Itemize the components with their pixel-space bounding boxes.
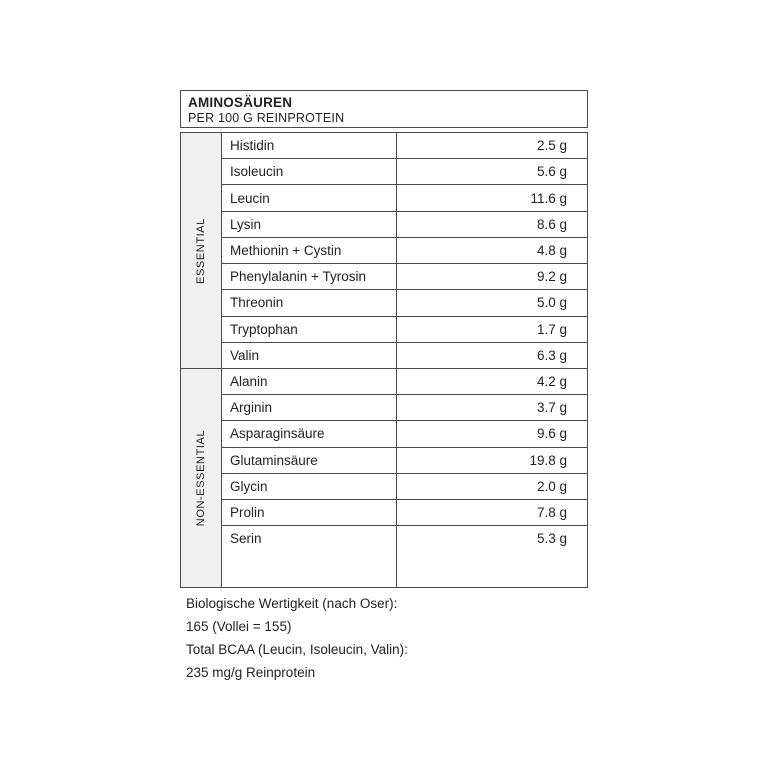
amino-value: 4.8 g xyxy=(536,242,567,258)
amino-value: 1.7 g xyxy=(536,321,567,337)
table-title: AMINOSÄUREN xyxy=(188,95,293,110)
footer-notes xyxy=(186,592,408,684)
table-row xyxy=(222,500,587,526)
amino-name: Prolin xyxy=(222,500,397,525)
section-label: ESSENTIAL xyxy=(195,217,208,284)
amino-name: Leucin xyxy=(222,185,397,210)
amino-name: Glutaminsäure xyxy=(222,448,397,473)
section-label-cell xyxy=(181,369,222,587)
amino-value: 2.0 g xyxy=(536,478,567,494)
section-rows xyxy=(222,133,587,368)
table-row xyxy=(222,448,587,474)
footer-line: 165 (Vollei = 155) xyxy=(186,619,292,634)
amino-acid-table xyxy=(180,132,588,588)
amino-name: Methionin + Cystin xyxy=(222,238,397,263)
table-row xyxy=(222,474,587,500)
amino-value: 6.3 g xyxy=(536,347,567,363)
table-row xyxy=(222,369,587,395)
amino-value: 5.0 g xyxy=(536,295,567,311)
amino-name: Threonin xyxy=(222,290,397,315)
table-row xyxy=(222,238,587,264)
table-row xyxy=(222,133,587,159)
amino-value: 5.3 g xyxy=(536,531,567,547)
amino-name: Arginin xyxy=(222,395,397,420)
table-row xyxy=(222,185,587,211)
amino-name: Glycin xyxy=(222,474,397,499)
amino-name: Tryptophan xyxy=(222,317,397,342)
amino-name: Alanin xyxy=(222,369,397,394)
table-header xyxy=(180,90,588,128)
footer-line: Total BCAA (Leucin, Isoleucin, Valin): xyxy=(186,642,408,657)
amino-value: 9.6 g xyxy=(536,426,567,442)
amino-value: 4.2 g xyxy=(536,374,567,390)
amino-value: 5.6 g xyxy=(536,164,567,180)
amino-value: 3.7 g xyxy=(536,400,567,416)
amino-name: Phenylalanin + Tyrosin xyxy=(222,264,397,289)
section-essential xyxy=(181,133,587,369)
table-row xyxy=(222,264,587,290)
amino-name: Valin xyxy=(222,343,397,368)
amino-value: 9.2 g xyxy=(536,269,567,285)
table-row xyxy=(222,395,587,421)
amino-value: 2.5 g xyxy=(536,138,567,154)
amino-name: Histidin xyxy=(222,133,397,158)
table-row xyxy=(222,421,587,447)
table-row xyxy=(222,343,587,368)
table-row xyxy=(222,212,587,238)
footer-line: Biologische Wertigkeit (nach Oser): xyxy=(186,596,398,611)
amino-value: 8.6 g xyxy=(536,216,567,232)
table-row xyxy=(222,526,587,587)
section-label: NON-ESSENTIAL xyxy=(195,429,207,527)
section-label-cell xyxy=(181,133,222,368)
table-row xyxy=(222,317,587,343)
amino-value: 11.6 g xyxy=(530,190,567,206)
section-rows xyxy=(222,369,587,587)
table-row xyxy=(222,290,587,316)
amino-name: Lysin xyxy=(222,212,397,237)
amino-name: Serin xyxy=(222,526,397,587)
amino-name: Asparaginsäure xyxy=(222,421,397,446)
table-row xyxy=(222,159,587,185)
amino-value: 7.8 g xyxy=(536,505,567,521)
amino-name: Isoleucin xyxy=(222,159,397,184)
amino-value: 19.8 g xyxy=(529,452,567,468)
footer-line: 235 mg/g Reinprotein xyxy=(186,665,316,680)
section-non-essential xyxy=(181,369,587,587)
table-subtitle: PER 100 G REINPROTEIN xyxy=(188,111,345,125)
